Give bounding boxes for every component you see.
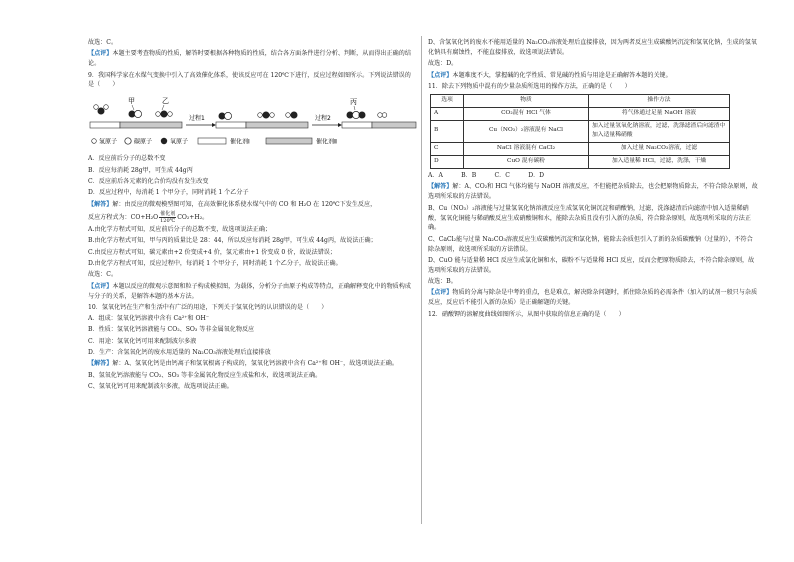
oxygen-atom bbox=[263, 112, 270, 119]
label-process-2: 过程2 bbox=[315, 115, 331, 123]
comment-paragraph bbox=[88, 282, 416, 302]
solution-line: D、CuO 能与适量稀 HCl 反应生成氯化铜和水，碳粉不与适量稀 HCl 反应，反而会把原物质除去，不符合除杂原则，故选项所采取的方法错误。 bbox=[428, 256, 755, 274]
answer-line: 故选：C。 bbox=[88, 271, 118, 279]
oxygen-atom bbox=[161, 111, 168, 118]
comment-tag: 【点评】 bbox=[428, 289, 453, 297]
answer-line: 故选：D。 bbox=[428, 60, 458, 68]
label-bing: 丙 bbox=[350, 98, 357, 107]
carbon-atom bbox=[134, 111, 141, 118]
option-b: B．反应每消耗 28g甲，可生成 44g丙 bbox=[88, 166, 193, 174]
catalyst-strip bbox=[372, 122, 416, 128]
table-cell: A bbox=[431, 107, 464, 120]
comment-paragraph bbox=[88, 49, 416, 69]
table-cell: B bbox=[431, 120, 464, 143]
answer-line: 故选：B。 bbox=[428, 278, 457, 286]
comment-paragraph bbox=[428, 288, 758, 308]
comment-text: 本题以反应的微观示意图和粒子构成模拟图，为载体，分析分子由原子构成等特点，正确解释变化中的物质构成与分子的关系，是解答本题的基本方法。 bbox=[88, 282, 411, 300]
hydrogen-atom bbox=[156, 112, 161, 117]
solution-tag: 【解答】 bbox=[428, 183, 453, 191]
table-cell: CO₂混有 HCl 气体 bbox=[464, 107, 589, 120]
comment-text: 本题难度不大，掌握碱的化学性质、常见碱的性质与用途是正确解答本题的关键。 bbox=[452, 71, 672, 79]
table-row bbox=[431, 156, 730, 169]
hydrogen-atom bbox=[104, 105, 109, 110]
equation-products: CO₂+H₂。 bbox=[177, 213, 209, 221]
solution-text: 解：A、CO₂和 HCl 气体均能与 NaOH 溶液反应，不但能把杂质除去，也会把原物质除去，不符合除杂原则，故选项所采取的方法错误。 bbox=[428, 183, 758, 201]
catalyst-strip bbox=[216, 122, 246, 128]
solution-line: B.由化学方程式可知，甲与丙的质量比是 28：44，所以反应每消耗 28g甲，可生成 44g丙，故说法正确； bbox=[88, 237, 377, 245]
legend-oxygen: 氧原子 bbox=[170, 138, 189, 146]
hydrogen-atom bbox=[286, 113, 291, 118]
legend-catalyst-1: 催化剂Ⅰ bbox=[230, 138, 250, 146]
solution-line: B、Cu（NO₃）₂溶液能与过量氢氧化钠溶液反应生成氢氧化铜沉淀和硝酸钠，过滤，洗涤滤渣后向滤渣中加入适量稀硝酸，氢氧化铜能与稀硝酸反应生成硝酸铜和水，能除去杂质且没有引入新的杂质，符合除杂原则，故选项所采取的方法正确。 bbox=[428, 204, 751, 232]
solution-text: 解：由反应的微观模型图可知，在高效催化体系使水煤气中的 CO 和 H₂O 在 120℃下发生反应， bbox=[112, 200, 377, 208]
catalyst-strip bbox=[342, 122, 372, 128]
table-cell: 将气体通过足量 NaOH 溶液 bbox=[589, 107, 730, 120]
oxygen-atom bbox=[98, 108, 105, 115]
table-header-row bbox=[431, 94, 730, 107]
comment-tag: 【点评】 bbox=[88, 50, 113, 58]
option-a: A．组成：氢氧化钙溶液中含有 Ca²⁺和 OH⁻ bbox=[88, 315, 210, 323]
hydrogen-atom bbox=[270, 113, 275, 118]
comment-tag: 【点评】 bbox=[428, 71, 453, 79]
table-row bbox=[431, 107, 730, 120]
hydrogen-atom bbox=[378, 113, 383, 118]
comment-text: 物质的分离与除杂是中考的重点，也是难点，解决除杂问题时，抓住除杂质的必需条件（加入的试剂一般只与杂质反应，反应后不能引入新的杂质）是正确解题的关键。 bbox=[428, 289, 758, 307]
q9-equation bbox=[88, 211, 416, 224]
comment-text: 本题主要考查物质的性质，解答时要根据各种物质的性质，结合各方面条件进行分析、判断，从而得出正确的结论。 bbox=[88, 50, 411, 68]
equation-temperature: 120℃ bbox=[160, 217, 176, 224]
q12-stem: 12．硝酸钾的溶解度曲线如图所示，从图中获取的信息正确的是（ ） bbox=[428, 310, 625, 318]
option-a: A．反应前后分子的总数不变 bbox=[88, 155, 166, 163]
option-d: D．反应过程中，每消耗 1 个甲分子，同时消耗 1 个乙分子 bbox=[88, 189, 249, 197]
equation-condition bbox=[159, 211, 176, 224]
table-cell: Cu（NO₃）₂溶液混有 NaCl bbox=[464, 120, 589, 143]
table-cell: 加入过量氢氧化钠溶液，过滤，洗涤滤渣后向滤渣中加入适量稀硝酸 bbox=[589, 120, 730, 143]
solution-line: A.由化学方程式可知，反应前后分子的总数不变，故选项说法正确； bbox=[88, 226, 272, 234]
option-d: D．生产：含氢氧化钙的废水用适量的 Na₂CO₃溶液处理后直接排放 bbox=[88, 349, 271, 357]
hydrogen-atom bbox=[258, 113, 263, 118]
legend-carbon: 碳原子 bbox=[134, 138, 153, 146]
catalyst-strip bbox=[90, 122, 120, 128]
solution-tag: 【解答】 bbox=[88, 360, 113, 368]
table-header-cell: 选项 bbox=[431, 94, 464, 107]
solution-line: C、氢氧化钙可用来配制波尔多液，故选项说法正确。 bbox=[88, 382, 233, 390]
right-column bbox=[428, 38, 758, 321]
comment-tag: 【点评】 bbox=[88, 282, 113, 290]
solution-line: C.由反应方程式可知，碳元素由+2 价变成+4 价，氢元素由+1 价变成 0 价，故说法错误； bbox=[88, 248, 336, 256]
solution-tag: 【解答】 bbox=[88, 200, 113, 208]
q11-stem: 11．除去下列物质中混有的少量杂质所选用的操作方法，正确的是（ ） bbox=[428, 82, 631, 90]
table-cell: CuO 混有碳粉 bbox=[464, 156, 589, 169]
label-process-1: 过程1 bbox=[189, 115, 205, 123]
column-divider bbox=[421, 36, 422, 524]
table-header-cell: 物质 bbox=[464, 94, 589, 107]
catalyst-strip bbox=[246, 122, 308, 128]
reaction-diagram-svg bbox=[88, 92, 418, 152]
options-table bbox=[430, 94, 730, 169]
label-jia: 甲 bbox=[128, 97, 135, 106]
option-c: C．反应前后各元素的化合价均没有发生改变 bbox=[88, 177, 209, 185]
carbon-atom bbox=[224, 113, 231, 120]
equation-reactants: 反应方程式为：CO+H₂O bbox=[88, 213, 159, 221]
solution-line: D.由化学方程式可知，反应过程中，每消耗 1 个甲分子，同时消耗 1 个乙分子，故说法正确。 bbox=[88, 260, 342, 268]
reaction-diagram bbox=[88, 92, 416, 152]
hydrogen-atom bbox=[168, 112, 173, 117]
solution-line: B、氢氧化钙溶液能与 CO₂、SO₃ 等非金属氧化物反应生成盐和水，故选项说法正确。 bbox=[88, 371, 322, 379]
table-cell: 加入适量稀 HCl，过滤，洗涤，干燥 bbox=[589, 156, 730, 169]
q11-solution bbox=[428, 182, 758, 202]
table-row bbox=[431, 120, 730, 143]
hydrogen-atom bbox=[382, 113, 387, 118]
table-cell: NaCl 溶液混有 CaCl₂ bbox=[464, 143, 589, 156]
legend-hydrogen: 氢原子 bbox=[99, 138, 118, 146]
table-header-cell: 操作方法 bbox=[589, 94, 730, 107]
label-yi: 乙 bbox=[162, 97, 169, 106]
table-cell: 加入过量 Na₂CO₃溶液，过滤 bbox=[589, 143, 730, 156]
q11-options: A．A B．B C．C D．D bbox=[428, 172, 545, 180]
solution-text: 解：A、氢氧化钙是由钙离子和氢氧根离子构成的，氢氧化钙溶液中含有 Ca²⁺和 OH⁻，故选项说法正确。 bbox=[112, 360, 398, 368]
equation-catalyst: 催化剂 bbox=[160, 210, 176, 217]
solution-line: D、含氢氧化钙的废水不能用适量的 Na₂CO₃溶液处理后直接排放，因为两者反应生成碳酸钙沉淀和氢氧化钠，生成的氢氧化钠具有腐蚀性，不能直接排放，故选项说法错误。 bbox=[428, 39, 757, 56]
comment-paragraph bbox=[428, 71, 758, 81]
q10-stem: 10．氢氧化钙在生产和生活中有广泛的用途，下列关于氢氧化钙的认识错误的是（ ） bbox=[88, 303, 328, 311]
left-column bbox=[88, 38, 416, 393]
oxygen-atom bbox=[359, 112, 366, 119]
option-b: B．性质：氢氧化钙溶液能与 CO₂、SO₃ 等非金属氧化物反应 bbox=[88, 326, 255, 334]
table-cell: C bbox=[431, 143, 464, 156]
legend-catalyst-2: 催化剂Ⅱ bbox=[316, 138, 337, 146]
answer-line: 故选：C。 bbox=[88, 39, 118, 46]
option-c: C．用途：氢氧化钙可用来配制波尔多液 bbox=[88, 337, 197, 345]
hydrogen-atom bbox=[94, 105, 99, 110]
q9-stem: 9．我国科学家在水煤气变换中引入了高效催化体系，使该反应可在 120℃下进行，反应过程如图所示。下列说法错误的是（ ） bbox=[88, 71, 411, 89]
oxygen-atom bbox=[291, 112, 298, 119]
q10-solution bbox=[88, 359, 416, 369]
table-cell: D bbox=[431, 156, 464, 169]
table-row bbox=[431, 143, 730, 156]
q9-solution bbox=[88, 200, 416, 210]
solution-line: C、CaCl₂能与过量 Na₂CO₃溶液反应生成碳酸钙沉淀和氯化钠，能除去杂质但引入了新的杂质碳酸钠（过量的），不符合除杂原则，故选项所采取的方法错误。 bbox=[428, 235, 753, 253]
catalyst-strip bbox=[120, 122, 182, 128]
